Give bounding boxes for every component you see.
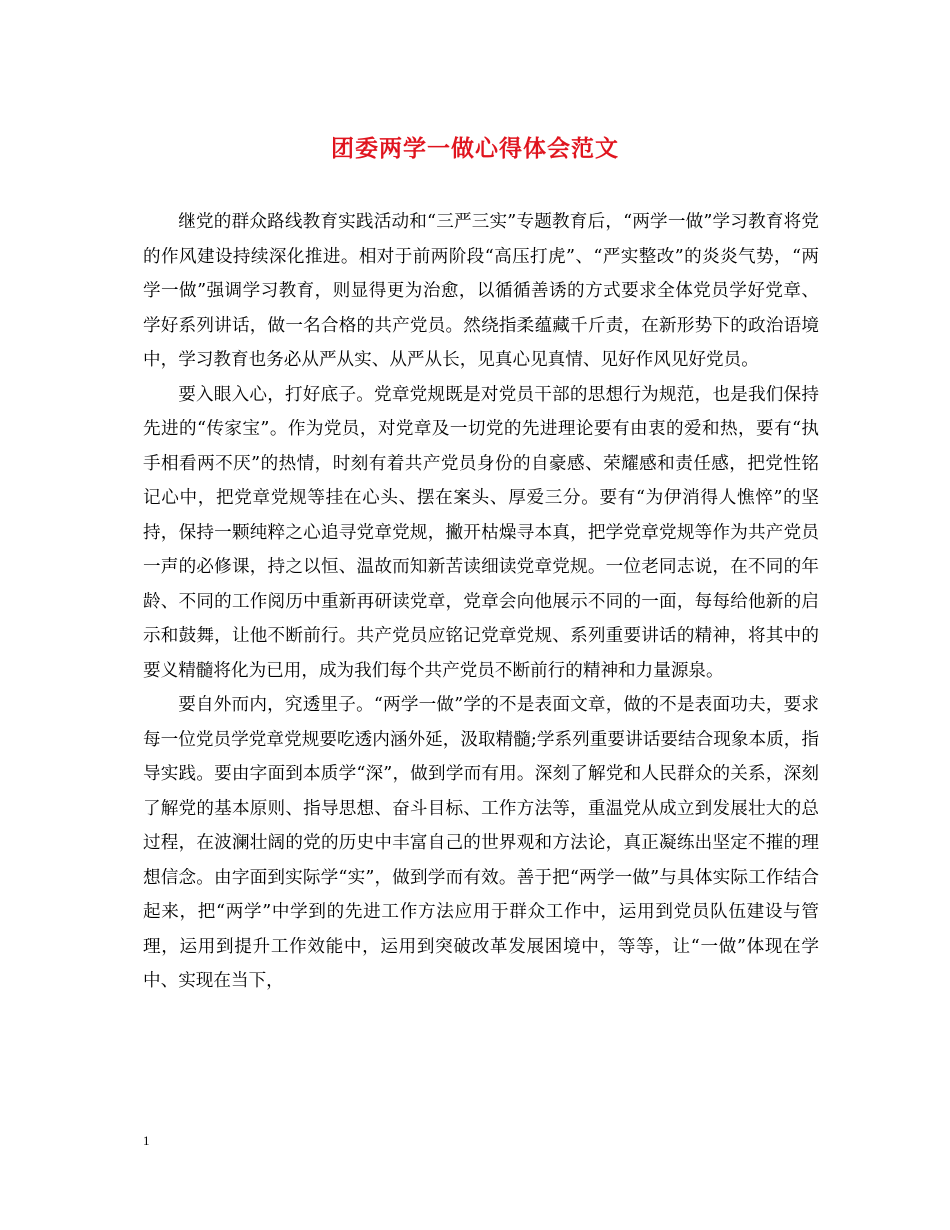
paragraph-2: 要入眼入心，打好底子。党章党规既是对党员干部的思想行为规范，也是我们保持先进的“传家宝”。作为党员，对党章及一切党的先进理论要有由衷的爱和热，要有“执手相看两不厌”的热情，时刻有着共产党员身份的自豪感、荣耀感和责任感，把党性铭记心中，把党章党规等挂在心头、摆在案头、厚爱三分。要有“为伊消得人憔悴”的坚持，保持一颗纯粹之心追寻党章党规，撇开枯燥寻本真，把学党章党规等作为共产党员一声的必修课，持之以恒、温故而知新苦读细读党章党规。一位老同志说，在不同的年龄、不同的工作阅历中重新再研读党章，党章会向他展示不同的一面，每每给他新的启示和鼓舞，让他不断前行。共产党员应铭记党章党规、系列重要讲话的精神，将其中的要义精髓将化为已用，成为我们每个共产党员不断前行的精神和力量源泉。 <box>143 384 819 681</box>
paragraph-1: 继党的群众路线教育实践活动和“三严三实”专题教育后，“两学一做”学习教育将党的作风建设持续深化推进。相对于前两阶段“高压打虎”、“严实整改”的炎炎气势，“两学一做”强调学习教育，则显得更为治愈，以循循善诱的方式要求全体党员学好党章、学好系列讲话，做一名合格的共产党员。然绕指柔蕴藏千斤责，在新形势下的政治语境中，学习教育也务必从严从实、从严从长，见真心见真情、见好作风见好党员。 <box>143 212 819 370</box>
paragraph-3: 要自外而内，究透里子。“两学一做”学的不是表面文章，做的不是表面功夫，要求每一位党员学党章党规要吃透内涵外延，汲取精髓;学系列重要讲话要结合现象本质，指导实践。要由字面到本质学“深”，做到学而有用。深刻了解党和人民群众的关系，深刻了解党的基本原则、指导思想、奋斗目标、工作方法等，重温党从成立到发展壮大的总过程，在波澜壮阔的党的历史中丰富自己的世界观和方法论，真正凝练出坚定不摧的理想信念。由字面到实际学“实”，做到学而有效。善于把“两学一做”与具体实际工作结合起来，把“两学”中学到的先进工作方法应用于群众工作中，运用到党员队伍建设与管理，运用到提升工作效能中，运用到突破改革发展困境中，等等，让“一做”体现在学中、实现在当下， <box>143 695 819 991</box>
document-body <box>143 205 819 999</box>
document-title: 团委两学一做心得体会范文 <box>331 135 619 162</box>
page-number: 1 <box>143 1133 150 1148</box>
